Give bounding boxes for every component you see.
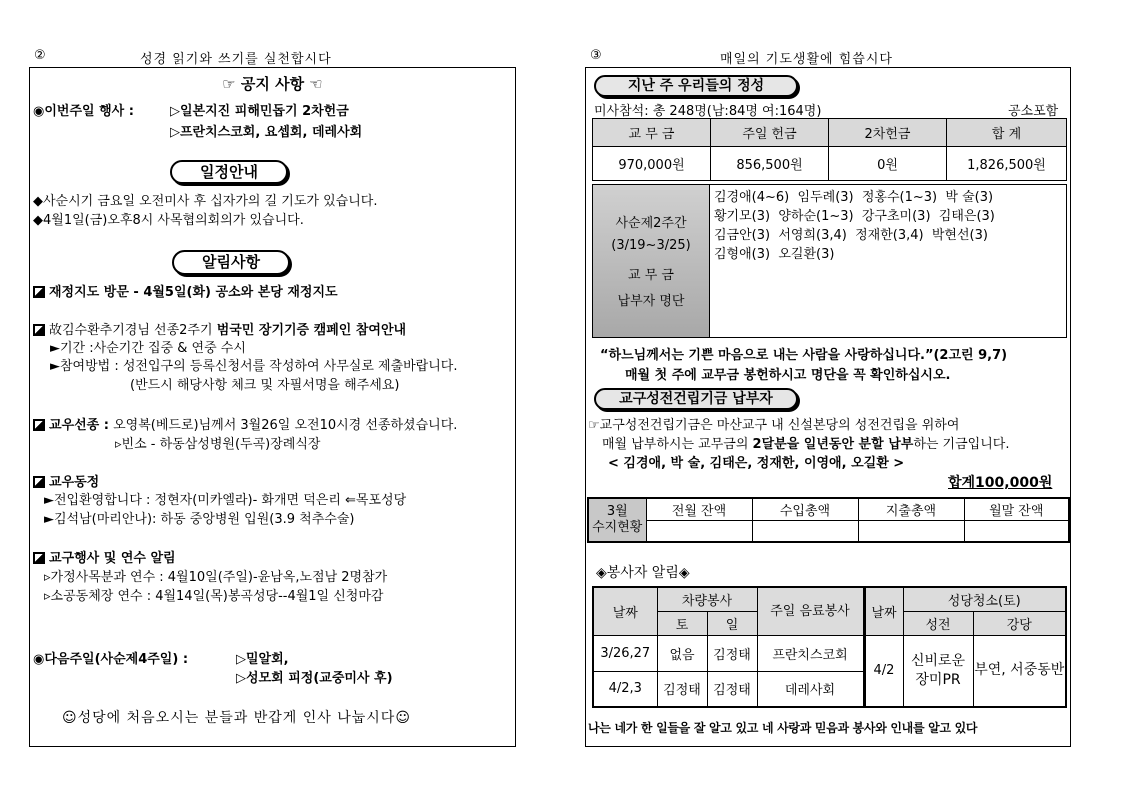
attendance-note: 공소포함 [1008, 104, 1059, 119]
vol-cell: 데레사회 [757, 671, 863, 707]
campaign-notice [33, 319, 406, 338]
next-week-label: ◉다음주일(사순제4주일) : [33, 652, 189, 667]
schedule-title: 일정안내 [170, 160, 288, 184]
finance-table [587, 497, 1070, 543]
vol-cell: 김정태 [657, 671, 707, 707]
finance-value [964, 520, 1069, 542]
money-value: 0원 [829, 147, 947, 181]
finance-header: 월말 잔액 [964, 498, 1069, 520]
this-week-label: ◉이번주일 행사 : [33, 104, 134, 119]
finance-header: 전월 잔액 [646, 498, 752, 520]
donor-label-cell [592, 184, 710, 338]
donor-line: 김형애(3) 오길환(3) [714, 247, 835, 262]
news-title [33, 471, 99, 490]
finance-value [646, 520, 752, 542]
donor-label-list: 납부자 명단 [617, 294, 685, 309]
fund-total: 합계100,000원 [948, 475, 1053, 491]
vol-cell: 없음 [657, 635, 707, 671]
money-header: 합 계 [947, 119, 1067, 147]
campaign-method: ►참여방법 : 성전입구의 등록신청서를 작성하여 사무실로 제출바랍니다. [50, 359, 458, 374]
this-week-item-2: ▷프란치스코회, 요셉회, 데레사회 [170, 125, 363, 140]
events-item-2: ▹소공동체장 연수 : 4월14일(목)봉곡성당--4월1일 신청마감 [44, 589, 384, 604]
finance-header: 수입총액 [752, 498, 858, 520]
finance-label-cell [588, 498, 646, 542]
schedule-item-2: ◆4월1일(금)오후8시 사목협의회의가 있습니다. [33, 213, 304, 228]
money-header: 주일 헌금 [711, 119, 829, 147]
schedule-item-1: ◆사순시기 금요일 오전미사 후 십자가의 길 기도가 있습니다. [33, 194, 378, 209]
volunteer-title: ◈봉사자 알림◈ [596, 565, 690, 581]
greeting: ☺성당에 처음오시는 분들과 반갑게 인사 나눕시다☺ [62, 710, 411, 726]
vol-header-car: 차량봉사 [657, 587, 757, 611]
vol-header-hall: 강당 [973, 611, 1066, 635]
vol-header-sun: 일 [707, 611, 757, 635]
checkbox-square-icon [33, 286, 45, 298]
vol-header-date: 날짜 [593, 587, 657, 635]
vol-header-clean: 성당청소(토) [903, 587, 1066, 611]
donor-line: 황기모(3) 양하순(1~3) 강구초미(3) 김태은(3) [714, 209, 995, 224]
death-notice [33, 414, 457, 433]
visit-notice [33, 281, 338, 300]
fund-names: < 김경애, 박 술, 김태은, 정재한, 이영애, 오길환 > [608, 456, 905, 471]
vol-header-sat: 토 [657, 611, 707, 635]
quote-reminder: 매월 첫 주에 교무금 봉헌하시고 명단을 꼭 확인하십시오. [625, 368, 951, 383]
left-page-header: 성경 읽기와 쓰기를 실천합시다 [140, 52, 332, 67]
campaign-bold: 범국민 장기기증 캠페인 참여안내 [216, 323, 407, 338]
bottom-quote: 나는 네가 한 일들을 잘 알고 있고 네 사랑과 믿음과 봉사와 인내를 알고 있다 [588, 721, 978, 735]
finance-value [858, 520, 964, 542]
donor-line: 김금안(3) 서영희(3,4) 정재한(3,4) 박현선(3) [714, 228, 988, 243]
news-item-1: ►전입환영합니다 : 정현자(미카엘라)- 화개면 덕은리 ⇐목포성당 [44, 493, 407, 508]
right-page-header: 매일의 기도생활에 힘씁시다 [720, 52, 893, 67]
death-wake: ▹빈소 - 하동삼성병원(두곡)장례식장 [115, 437, 321, 452]
donor-label-week: 사순제2주간 [615, 216, 687, 231]
finance-header: 지출총액 [858, 498, 964, 520]
vol-header-drink: 주일 음료봉사 [757, 587, 863, 635]
news-title-text: 교우동정 [49, 475, 100, 490]
vol-cell: 4/2,3 [593, 671, 657, 707]
checkbox-square-icon [33, 419, 45, 431]
finance-label-status: 수지현황 [592, 520, 643, 535]
visit-text: 재정지도 방문 - 4월5일(화) 공소와 본당 재정지도 [49, 285, 338, 300]
fund-title: 교구성전건립기금 납부자 [594, 388, 798, 410]
fund-desc-pre: 매월 납부하시는 교무금의 [602, 437, 753, 452]
death-text: 오영복(베드로)님께서 3월26일 오전10시경 선종하셨습니다. [113, 418, 458, 433]
vol-header-sanct: 성전 [903, 611, 973, 635]
volunteer-table [592, 586, 1067, 708]
offering-title: 지난 주 우리들의 정성 [594, 75, 798, 97]
campaign-note: (반드시 해당사항 체크 및 자필서명을 해주세요) [130, 378, 400, 393]
offering-table [592, 118, 1067, 181]
vol-header-date2: 날짜 [865, 587, 903, 635]
death-label: 교우선종 : [49, 418, 109, 433]
campaign-prefix: 故김수환추기경님 선종2주기 [49, 323, 213, 338]
events-item-1: ▹가정사목분과 연수 : 4월10일(주일)-윤남옥,노점남 2명참가 [44, 570, 388, 585]
events-title [33, 547, 176, 566]
right-page-number: ③ [590, 48, 603, 63]
next-week-item-1: ▷밀알회, [236, 652, 289, 667]
campaign-period: ►기간 :사순기간 집중 & 연중 수시 [50, 341, 246, 356]
fund-desc-bold: 2달분을 일년동안 분할 납부 [752, 437, 914, 452]
checkbox-square-icon [33, 324, 45, 336]
vol-clean-sanct: 신비로운 장미PR [903, 635, 973, 707]
donor-label-dates: (3/19~3/25) [611, 238, 691, 253]
quote-scripture: “하느님께서는 기쁜 마음으로 내는 사람을 사랑하십니다.”(2고린 9,7) [600, 348, 1008, 363]
notice-title: ☞ 공지 사항 ☜ [222, 75, 323, 93]
next-week-item-2: ▷성모회 피정(교중미사 후) [236, 671, 393, 686]
donor-label-type: 교 무 금 [628, 268, 674, 283]
money-value: 856,500원 [711, 147, 829, 181]
vol-cell: 프란치스코회 [757, 635, 863, 671]
fund-description-2 [602, 433, 1009, 452]
left-page-number: ② [34, 48, 47, 63]
news-item-2: ►김석남(마리안나): 하동 중앙병원 입원(3.9 척추수술) [44, 512, 355, 527]
vol-cell: 김정태 [707, 635, 757, 671]
donor-line: 김경애(4~6) 임두례(3) 정홍수(1~3) 박 술(3) [714, 190, 994, 205]
money-header: 교 무 금 [593, 119, 711, 147]
checkbox-square-icon [33, 476, 45, 488]
vol-cell: 3/26,27 [593, 635, 657, 671]
notices-title: 알림사항 [172, 250, 290, 275]
events-title-text: 교구행사 및 연수 알림 [49, 551, 176, 566]
finance-label-month: 3월 [606, 504, 628, 519]
vol-clean-hall: 부연, 서중동반 [973, 635, 1066, 707]
attendance: 미사참석: 총 248명(남:84명 여:164명) [594, 104, 822, 119]
vol-date2-value: 4/2 [865, 635, 903, 707]
vol-cell: 김정태 [707, 671, 757, 707]
money-value: 1,826,500원 [947, 147, 1067, 181]
this-week-item-1: ▷일본지진 피해민돕기 2차헌금 [170, 104, 349, 119]
money-header: 2차헌금 [829, 119, 947, 147]
money-value: 970,000원 [593, 147, 711, 181]
fund-desc-post: 하는 기금입니다. [913, 437, 1010, 452]
finance-value [752, 520, 858, 542]
checkbox-square-icon [33, 552, 45, 564]
fund-description-1: ☞교구성전건립기금은 마산교구 내 신설본당의 성전건립을 위하여 [588, 418, 960, 433]
